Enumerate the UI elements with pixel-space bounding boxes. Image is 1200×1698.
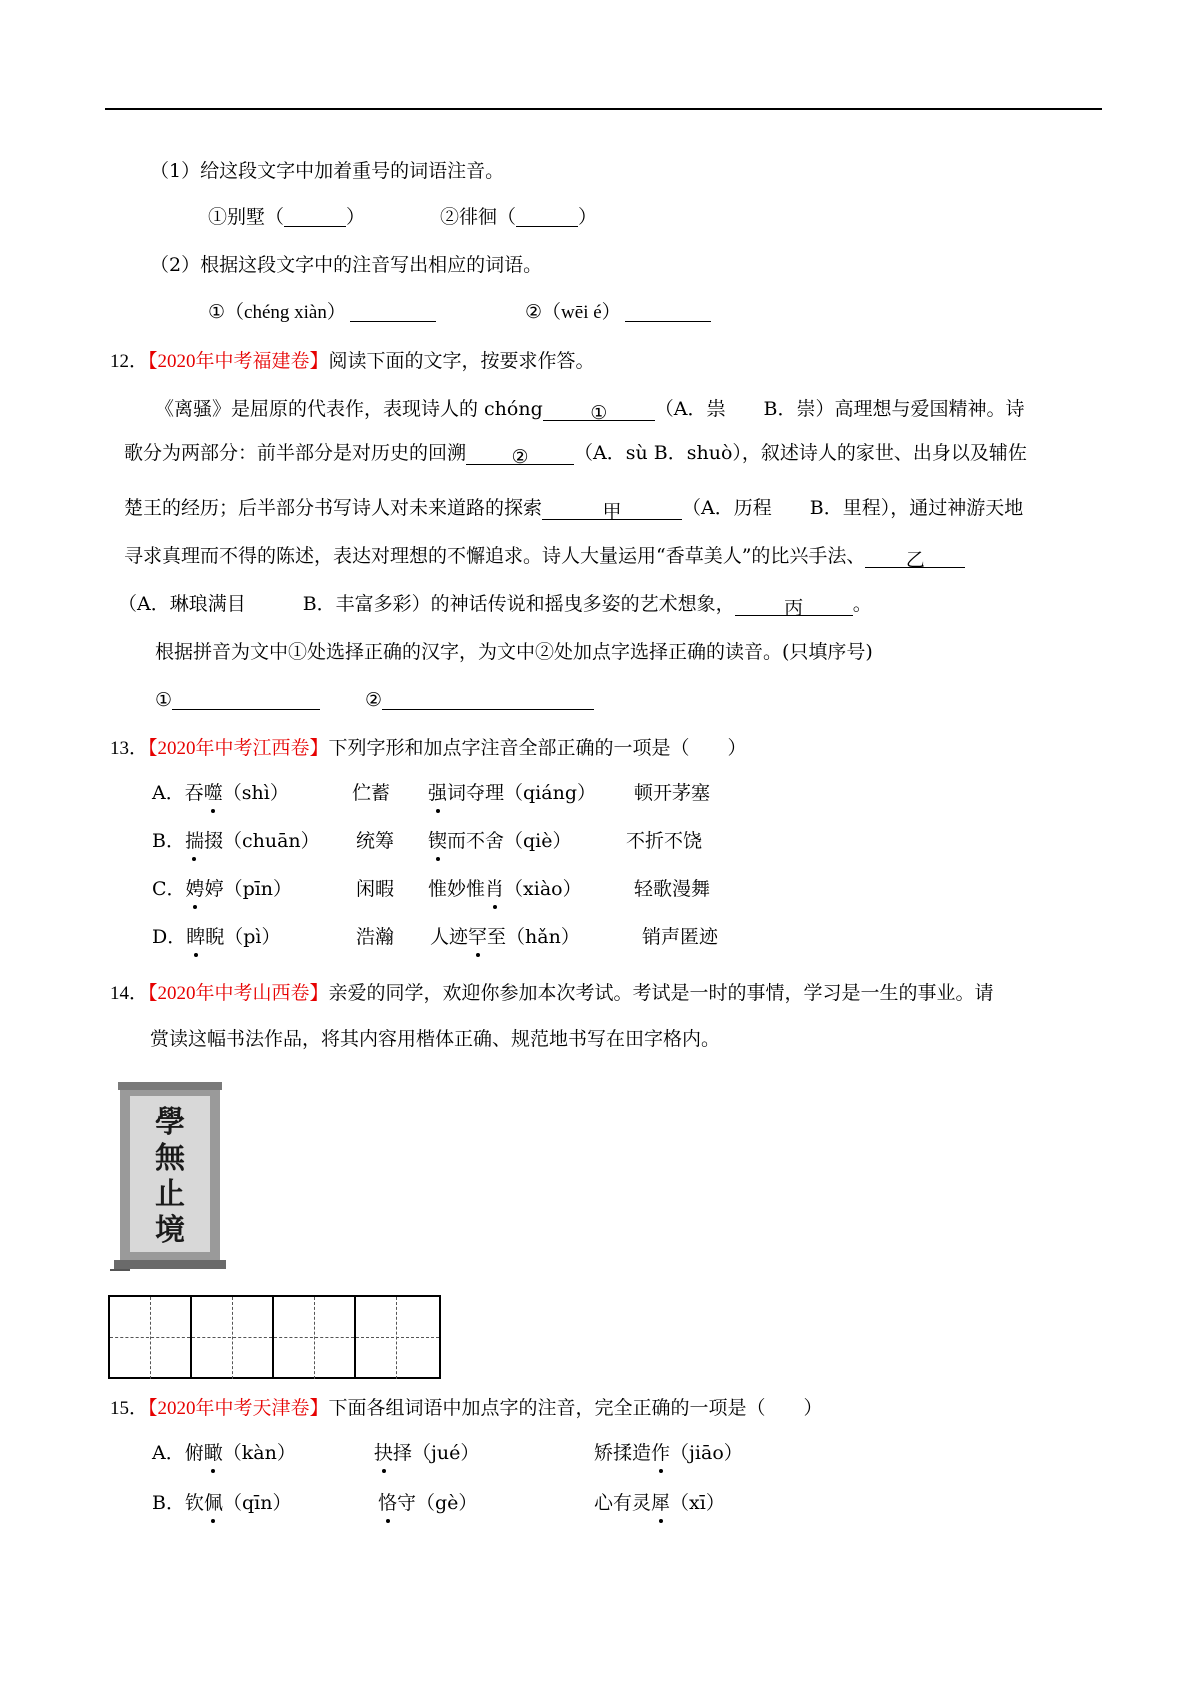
answer-blank[interactable]: [284, 206, 346, 227]
q12-instruction: 根据拼音为文中①处选择正确的汉字，为文中②处加点字选择正确的读音。(只填序号): [155, 641, 873, 663]
q13-option-b-word3: 锲而不舍（qiè）: [428, 830, 572, 852]
q12-line3: 楚王的经历；后半部分书写诗人对未来道路的探索 甲 （A．历程 B．里程），通过神游天地: [124, 497, 1024, 523]
blank-yi[interactable]: 乙: [865, 547, 965, 568]
q13-option-d[interactable]: D．睥睨（pì）: [152, 926, 281, 948]
q15-option-b-word3: 心有灵犀（xī）: [594, 1492, 725, 1514]
grid-cell[interactable]: [274, 1297, 356, 1379]
answer-blank[interactable]: [382, 689, 594, 710]
q15-header: 15．【2020年中考天津卷】下面各组词语中加点字的注音，完全正确的一项是（ ）: [110, 1397, 823, 1419]
q12-answer-1: ①: [155, 687, 320, 713]
q15-option-b[interactable]: B．钦佩（qīn）: [152, 1492, 292, 1514]
q13-option-d-word4: 销声匿迹: [642, 926, 719, 948]
q15-option-a-word2: 抉择（jué）: [374, 1442, 480, 1464]
svg-text:學: 學: [155, 1105, 185, 1140]
grid-cell[interactable]: [192, 1297, 274, 1379]
q11-sub1: （1）给这段文字中加着重号的词语注音。: [150, 160, 505, 182]
q15-option-b-word2: 恪守（gè）: [378, 1492, 478, 1514]
q13-option-a-word3: 强词夺理（qiáng）: [428, 782, 596, 804]
q14-header: 14．【2020年中考山西卷】亲爱的同学，欢迎你参加本次考试。考试是一时的事情，学习是一生的事业。请: [110, 982, 994, 1004]
q13-option-c-word4: 轻歌漫舞: [634, 878, 711, 900]
grid-cell[interactable]: [356, 1297, 439, 1379]
q12-line2: 歌分为两部分：前半部分是对历史的回溯 ② （A．sù B．shuò），叙述诗人的家世、出身以及辅佐: [124, 442, 1027, 468]
q11-sub1-b: ②徘徊（ ）: [440, 206, 598, 228]
answer-blank[interactable]: [516, 206, 578, 227]
q11-sub2: （2）根据这段文字中的注音写出相应的词语。: [150, 254, 543, 276]
svg-text:境: 境: [155, 1213, 185, 1248]
blank-bing[interactable]: 丙: [735, 595, 853, 616]
q13-option-b[interactable]: B．揣掇（chuān）: [152, 830, 320, 852]
answer-blank[interactable]: [172, 689, 320, 710]
q13-option-c[interactable]: C．娉婷（pīn）: [152, 878, 293, 900]
q15-option-a-word3: 矫揉造作（jiāo）: [594, 1442, 743, 1464]
q15-option-a[interactable]: A．俯瞰（kàn）: [152, 1442, 296, 1464]
q13-option-b-word4: 不折不饶: [626, 830, 703, 852]
q13-option-a-word2: 伫蓄: [352, 782, 391, 804]
svg-text:無: 無: [155, 1141, 185, 1176]
answer-blank[interactable]: [625, 301, 711, 322]
blank-2[interactable]: ②: [466, 444, 574, 465]
q13-option-d-word3: 人迹罕至（hǎn）: [430, 926, 580, 948]
header-rule: [105, 108, 1102, 110]
blank-1[interactable]: ①: [543, 400, 655, 421]
q11-sub1-a: ①别墅（ ）: [208, 206, 366, 228]
q13-option-d-word2: 浩瀚: [356, 926, 395, 948]
calligraphy-scroll-image: [110, 1080, 230, 1275]
q12-answer-2: ②: [365, 687, 594, 713]
grid-cell[interactable]: [110, 1297, 192, 1379]
q13-option-a-word4: 顿开茅塞: [634, 782, 711, 804]
q11-sub2-b: ②（wēi é）: [525, 300, 711, 326]
q12-line4: 寻求真理而不得的陈述，表达对理想的不懈追求。诗人大量运用“香草美人”的比兴手法、 乙: [124, 543, 965, 569]
svg-text:止: 止: [155, 1177, 185, 1212]
q12-header: 12．【2020年中考福建卷】阅读下面的文字，按要求作答。: [110, 350, 595, 372]
q12-line5: （A．琳琅满目 B．丰富多彩）的神话传说和摇曳多姿的艺术想象， 丙 。: [118, 593, 872, 619]
q11-sub2-a: ①（chéng xiàn）: [208, 300, 436, 326]
blank-jia[interactable]: 甲: [542, 499, 682, 520]
q12-line1: 《离骚》是屈原的代表作，表现诗人的 chóng ① （A．祟 B．崇）高理想与爱国精神。诗: [155, 398, 1025, 424]
tianzige-writing-grid[interactable]: [108, 1295, 441, 1379]
q13-option-b-word2: 统筹: [356, 830, 395, 852]
answer-blank[interactable]: [350, 301, 436, 322]
q14-stem-line2: 赏读这幅书法作品，将其内容用楷体正确、规范地书写在田字格内。: [150, 1028, 721, 1050]
q13-header: 13．【2020年中考江西卷】下列字形和加点字注音全部正确的一项是（ ）: [110, 737, 747, 759]
q13-option-a[interactable]: A．吞噬（shì）: [152, 782, 289, 804]
q13-option-c-word2: 闲暇: [356, 878, 395, 900]
q13-option-c-word3: 惟妙惟肖（xiào）: [428, 878, 582, 900]
